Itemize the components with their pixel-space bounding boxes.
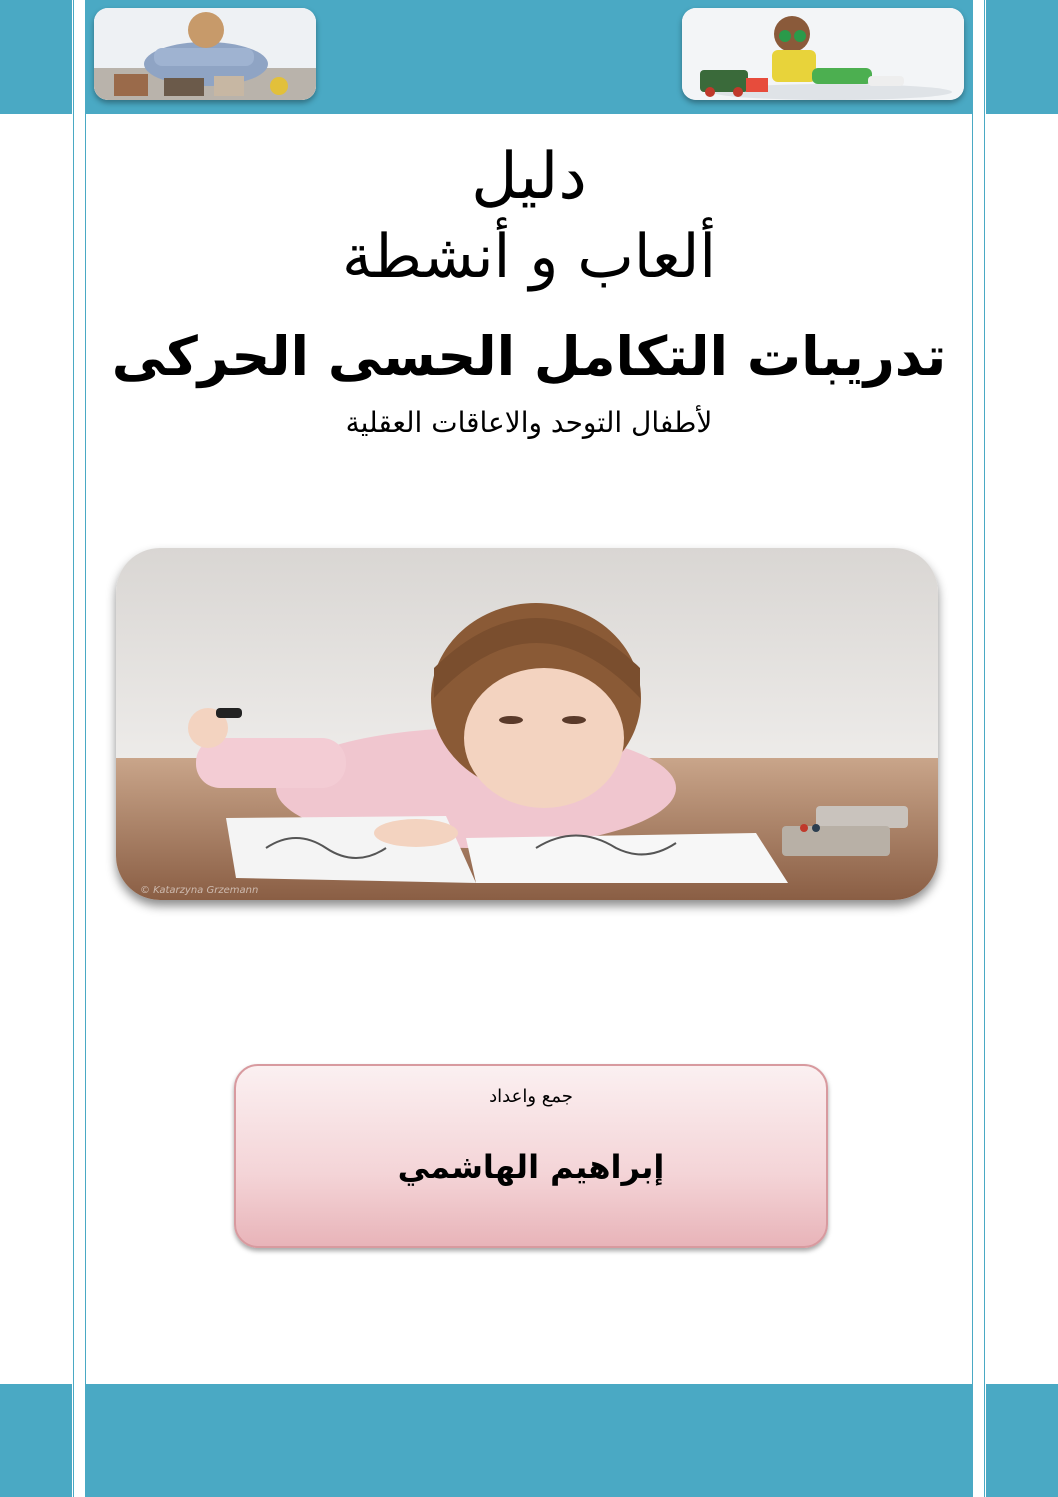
author-name: إبراهيم الهاشمي — [397, 1148, 665, 1186]
bottom-band-right — [986, 1384, 1058, 1497]
frame-line-inner-right — [972, 0, 973, 1497]
title-line-2: ألعاب و أنشطة — [341, 222, 717, 292]
title-line-3: تدريبات التكامل الحسى الحركى — [111, 325, 947, 388]
bottom-band-left — [0, 1384, 72, 1497]
main-photo — [116, 548, 938, 900]
top-band-left — [0, 0, 72, 114]
title-line-1: دليل — [471, 140, 587, 214]
bottom-band-center — [86, 1384, 972, 1497]
child-with-binoculars-image — [682, 8, 964, 100]
credit-label: جمع واعداد — [489, 1086, 573, 1107]
top-band-right — [986, 0, 1058, 114]
photo-credit: © Katarzyna Grzemann — [140, 885, 259, 896]
subtitle: لأطفال التوحد والاعاقات العقلية — [345, 406, 713, 439]
credit-box — [234, 1064, 828, 1248]
frame-line-left — [73, 0, 74, 1497]
top-left-photo — [94, 8, 316, 100]
child-at-table-image — [94, 8, 316, 100]
top-right-photo — [682, 8, 964, 100]
toddler-drawing-image — [116, 548, 938, 900]
frame-line-right — [984, 0, 985, 1497]
